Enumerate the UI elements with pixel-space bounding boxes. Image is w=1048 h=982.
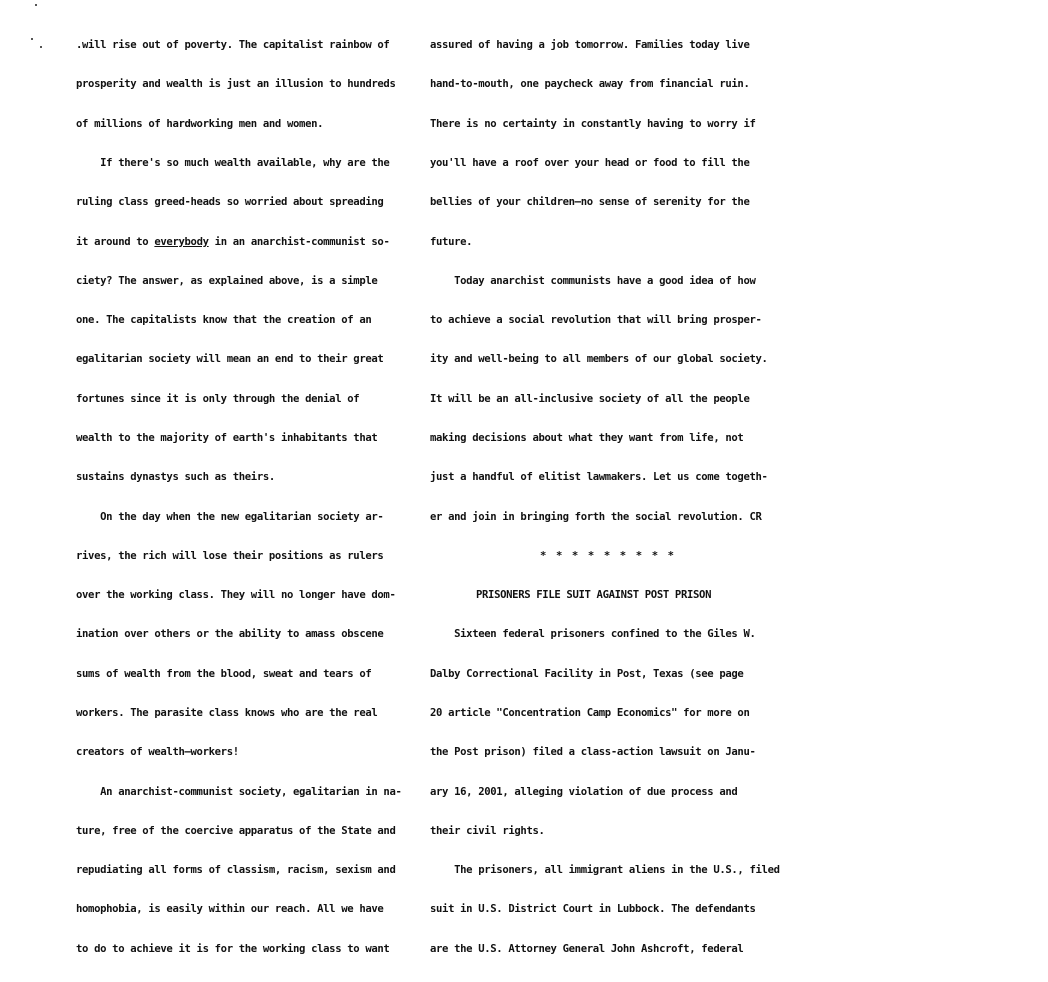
text-line: over the working class. They will no longer have dom- bbox=[76, 589, 396, 602]
text-fragment: in an anarchist-communist so- bbox=[208, 235, 390, 248]
text-line: wealth to the majority of earth's inhabitants that bbox=[76, 432, 378, 444]
text-line: workers. The parasite class knows who are the real bbox=[76, 706, 378, 719]
text-line: sustains dynastys such as theirs. bbox=[76, 471, 275, 484]
text-line: repudiating all forms of classism, racism, sexism and bbox=[76, 864, 396, 877]
section-divider-stars: * * * * * * * * * bbox=[540, 549, 676, 562]
text-line: .will rise out of poverty. The capitalist rainbow of bbox=[76, 39, 390, 52]
text-line: ruling class greed-heads so worried about spreading bbox=[76, 196, 384, 209]
right-column-article-text bbox=[430, 13, 790, 982]
text-line: hand-to-mouth, one paycheck away from financial ruin. bbox=[430, 78, 750, 91]
text-line: The prisoners, all immigrant aliens in the U.S., filed bbox=[430, 864, 780, 877]
scan-speck bbox=[31, 38, 33, 40]
text-fragment: it around to bbox=[76, 235, 155, 248]
text-line: ity and well-being to all members of our global society. bbox=[430, 353, 768, 366]
text-line: homophobia, is easily within our reach. All we have bbox=[76, 903, 384, 916]
text-line: bellies of your children—no sense of serenity for the bbox=[430, 196, 750, 209]
text-line: Sixteen federal prisoners confined to the Giles W. bbox=[430, 628, 756, 641]
text-line: making decisions about what they want from life, not bbox=[430, 432, 744, 444]
text-line: just a handful of elitist lawmakers. Let us come togeth- bbox=[430, 471, 768, 484]
text-line: are the U.S. Attorney General John Ashcroft, federal bbox=[430, 942, 744, 955]
text-line: future. bbox=[430, 235, 473, 248]
text-line: er and join in bringing forth the social revolution. CR bbox=[430, 510, 762, 523]
scan-speck bbox=[40, 46, 42, 48]
text-line bbox=[76, 236, 416, 249]
text-line: ary 16, 2001, alleging violation of due process and bbox=[430, 785, 738, 798]
text-line: to achieve a social revolution that will bring prosper- bbox=[430, 314, 762, 327]
text-line: the Post prison) filed a class-action lawsuit on Janu- bbox=[430, 746, 756, 759]
text-line: to do to achieve it is for the working class to want bbox=[76, 942, 390, 955]
text-line: of millions of hardworking men and women. bbox=[76, 117, 324, 130]
text-line: assured of having a job tomorrow. Families today live bbox=[430, 39, 750, 52]
left-column-article-text bbox=[76, 13, 416, 982]
text-line: If there's so much wealth available, why are the bbox=[76, 157, 390, 170]
text-line: Today anarchist communists have a good idea of how bbox=[430, 274, 756, 287]
text-line: fortunes since it is only through the denial of bbox=[76, 392, 360, 405]
text-line: you'll have a roof over your head or food to fill the bbox=[430, 157, 750, 170]
text-line: An anarchist-communist society, egalitarian in na- bbox=[76, 785, 402, 798]
text-line: sums of wealth from the blood, sweat and tears of bbox=[76, 667, 372, 680]
text-line: It will be an all-inclusive society of all the people bbox=[430, 392, 750, 405]
text-line: ture, free of the coercive apparatus of the State and bbox=[76, 824, 396, 837]
text-line: egalitarian society will mean an end to their great bbox=[76, 353, 384, 366]
scan-speck bbox=[35, 4, 37, 6]
underlined-word: everybody bbox=[154, 235, 209, 248]
text-line: creators of wealth—workers! bbox=[76, 746, 239, 759]
text-line: Dalby Correctional Facility in Post, Texas (see page bbox=[430, 667, 744, 680]
text-line: rives, the rich will lose their positions as rulers bbox=[76, 549, 384, 562]
text-line: prosperity and wealth is just an illusion to hundreds bbox=[76, 78, 396, 91]
text-line: their civil rights. bbox=[430, 824, 545, 837]
text-line: 20 article "Concentration Camp Economics" for more on bbox=[430, 706, 750, 719]
text-line: suit in U.S. District Court in Lubbock. The defendants bbox=[430, 903, 756, 916]
text-line: There is no certainty in constantly having to worry if bbox=[430, 117, 756, 130]
text-line: ination over others or the ability to amass obscene bbox=[76, 628, 384, 641]
text-line: one. The capitalists know that the creation of an bbox=[76, 314, 372, 327]
article-headline: PRISONERS FILE SUIT AGAINST POST PRISON bbox=[476, 589, 712, 602]
text-line: ciety? The answer, as explained above, is a simple bbox=[76, 274, 378, 287]
text-line: On the day when the new egalitarian society ar- bbox=[76, 510, 384, 523]
